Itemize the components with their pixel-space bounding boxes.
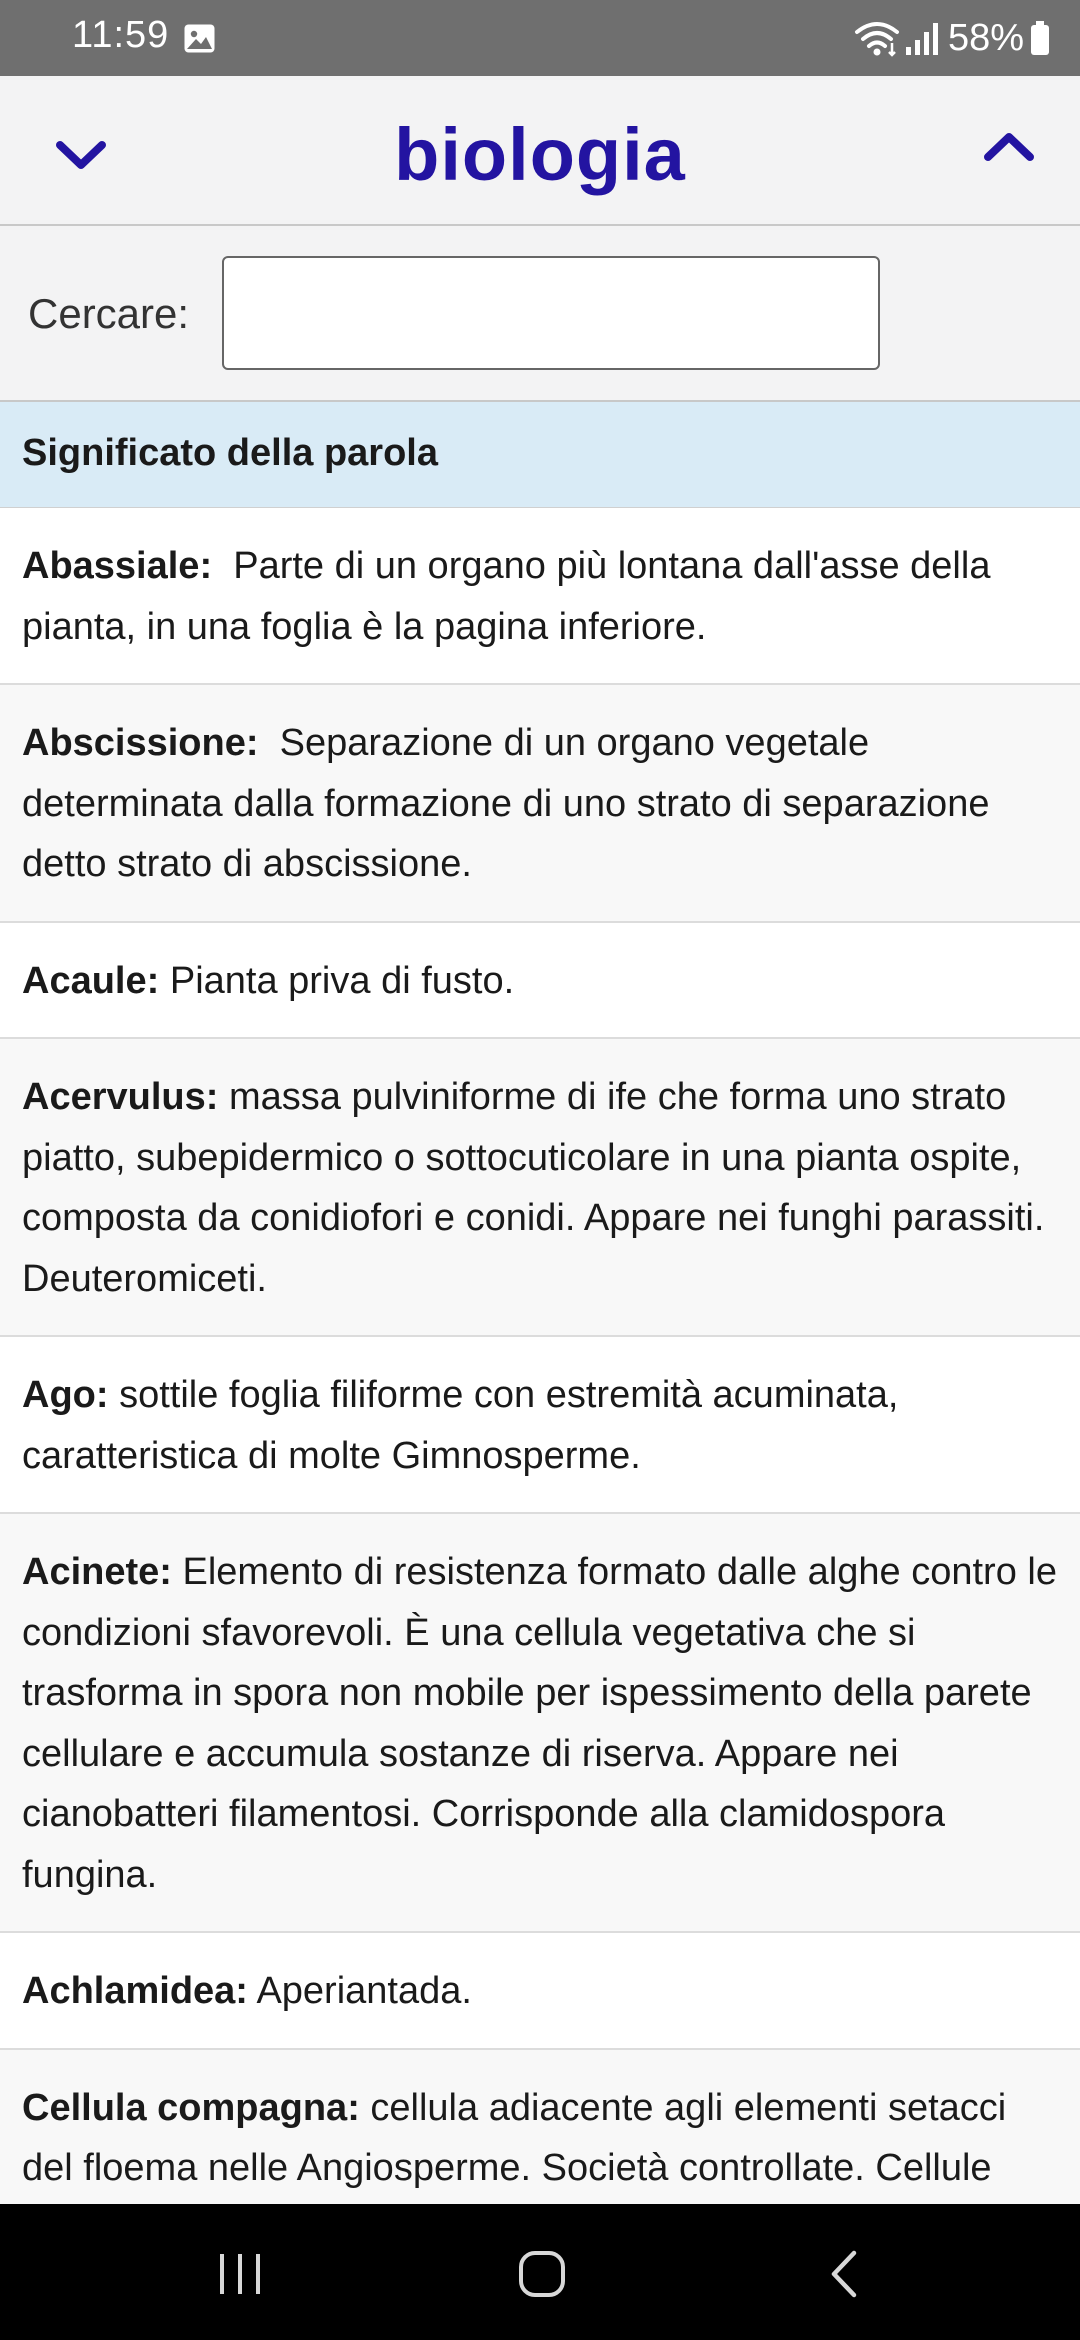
entry-definition: Pianta priva di fusto. bbox=[169, 959, 515, 1002]
status-time: 11:59 bbox=[72, 14, 170, 56]
entry-term: Abscissione: bbox=[22, 722, 259, 764]
list-item[interactable] bbox=[0, 923, 1080, 1040]
list-item[interactable] bbox=[0, 508, 1080, 685]
list-item[interactable] bbox=[0, 1039, 1080, 1337]
home-icon bbox=[518, 2250, 566, 2298]
entry-term: Cellula compagna: bbox=[22, 2086, 360, 2129]
status-indicators bbox=[854, 14, 1050, 62]
entry-term: Achlamidea: bbox=[22, 1970, 248, 2012]
signal-icon bbox=[904, 21, 940, 55]
list-item[interactable] bbox=[0, 685, 1080, 923]
glossary-list bbox=[0, 508, 1080, 2287]
list-item[interactable] bbox=[0, 1337, 1080, 1514]
search-label: Cercare: bbox=[28, 290, 190, 337]
entry-term: Acaule: bbox=[22, 959, 160, 1002]
status-bar bbox=[0, 0, 1080, 76]
table-header-label: Significato della parola bbox=[22, 432, 438, 474]
recent-apps-icon bbox=[216, 2251, 264, 2297]
chevron-up-icon bbox=[983, 130, 1035, 164]
entry-definition: Aperiantada. bbox=[256, 1970, 472, 2012]
entry-definition: Separazione di un organo vegetale determinata dalla formazione di uno strato di separazione detto strato di abscissione. bbox=[22, 722, 990, 885]
wifi-icon bbox=[854, 19, 900, 57]
entry-term: Acinete: bbox=[22, 1551, 172, 1593]
home-button[interactable] bbox=[502, 2234, 582, 2314]
entry-term: Abassiale: bbox=[22, 545, 213, 587]
photo-icon bbox=[183, 23, 216, 54]
entry-term: Acervulus: bbox=[22, 1076, 219, 1118]
title-bar bbox=[0, 76, 1080, 226]
table-header bbox=[0, 402, 1080, 508]
entry-definition: Elemento di resistenza formato dalle alghe contro le condizioni sfavorevoli. È una cellula vegetativa che si trasforma in spora non mobile per ispessimento della parete cellulare e accumula sostanze di riserva. Appare nei cianobatteri filamentosi. Corrisponde alla clamidospora fungina. bbox=[22, 1551, 1057, 1896]
entry-definition: sottile foglia filiforme con estremità acuminata, caratteristica di molte Gimnosperme. bbox=[22, 1374, 899, 1477]
recent-apps-button[interactable] bbox=[200, 2234, 280, 2314]
scroll-top-button[interactable] bbox=[974, 112, 1044, 182]
back-icon bbox=[824, 2249, 864, 2299]
system-nav-bar bbox=[0, 2204, 1080, 2340]
search-bar bbox=[0, 226, 1080, 402]
list-item[interactable] bbox=[0, 1514, 1080, 1933]
search-input[interactable] bbox=[222, 256, 880, 370]
page-title: biologia bbox=[394, 113, 686, 196]
battery-icon bbox=[1030, 21, 1050, 55]
back-button[interactable] bbox=[804, 2234, 884, 2314]
entry-term: Ago: bbox=[22, 1374, 109, 1416]
entry-definition: massa pulviniforme di ife che forma uno strato piatto, subepidermico o sottocuticolare in una pianta ospite, composta da conidiofori e conidi. Appare nei funghi parassiti. Deuteromiceti. bbox=[22, 1076, 1045, 1300]
entry-definition: Parte di un organo più lontana dall'asse della pianta, in una foglia è la pagina inferiore. bbox=[22, 545, 991, 648]
battery-percentage: 58% bbox=[947, 16, 1024, 59]
entry-definition: cellula adiacente agli elementi setacci del floema nelle Angiosperme. Società controllate. Cellule bbox=[22, 2086, 1007, 2189]
list-item[interactable] bbox=[0, 1933, 1080, 2050]
